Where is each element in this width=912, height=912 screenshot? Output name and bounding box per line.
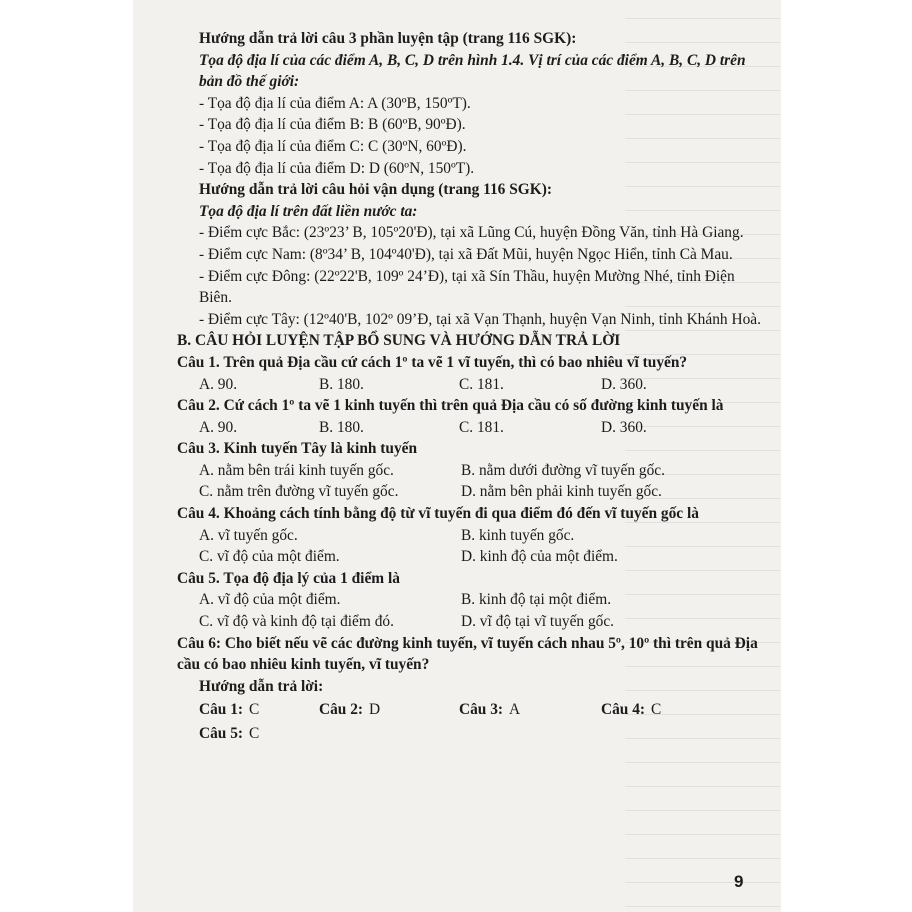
question-5: Câu 5. Tọa độ địa lý của 1 điểm là — [177, 569, 400, 587]
question-4: Câu 4. Khoảng cách tính bằng độ từ vĩ tuyến đi qua điểm đó đến vĩ tuyến gốc là — [177, 505, 699, 523]
extreme-point: - Điểm cực Bắc: (23º23’ B, 105º20'Đ), tại xã Lũng Cú, huyện Đồng Văn, tỉnh Hà Giang. — [199, 224, 744, 242]
answer-row — [177, 723, 765, 745]
extreme-point: - Điểm cực Nam: (8º34’ B, 104º40'Đ), tại xã Đất Mũi, huyện Ngọc Hiển, tỉnh Cà Mau. — [199, 245, 733, 263]
option: D. 360. — [601, 375, 647, 393]
heading-apply: Hướng dẫn trả lời câu hỏi vận dụng (trang 116 SGK): — [199, 181, 552, 199]
heading-practice-sub: Tọa độ địa lí của các điểm A, B, C, D trên hình 1.4. Vị trí của các điểm A, B, C, D trên bản đồ thế giới: — [199, 51, 746, 91]
option: B. 180. — [319, 418, 364, 436]
answer-value: C — [249, 701, 260, 719]
answer-value: D — [369, 701, 381, 719]
option: A. 90. — [199, 418, 238, 436]
option: C. vĩ độ và kinh độ tại điểm đó. — [199, 613, 394, 631]
option: D. nằm bên phải kinh tuyến gốc. — [461, 483, 662, 501]
option: D. 360. — [601, 418, 647, 436]
answer-item — [459, 699, 601, 721]
question-3: Câu 3. Kinh tuyến Tây là kinh tuyến — [177, 440, 418, 458]
answer-value: C — [249, 725, 260, 742]
answer-item — [199, 699, 319, 721]
heading-apply-sub: Tọa độ địa lí trên đất liền nước ta: — [199, 202, 418, 220]
option: B. kinh độ tại một điểm. — [461, 591, 612, 609]
option: C. nằm trên đường vĩ tuyến gốc. — [199, 483, 399, 501]
answer-label: Câu 4: — [601, 701, 646, 719]
question-6: Câu 6: Cho biết nếu vẽ các đường kinh tuyến, vĩ tuyến cách nhau 5º, 10º thì trên quả Địa cầu có bao nhiêu kinh tuyến, vĩ tuyến? — [177, 634, 758, 674]
question-4-options — [177, 525, 765, 568]
answer-label: Câu 1: — [199, 701, 244, 719]
option: A. nằm bên trái kinh tuyến gốc. — [199, 461, 394, 479]
answer-row — [177, 699, 765, 721]
page-number: 9 — [734, 872, 744, 891]
heading-practice: Hướng dẫn trả lời câu 3 phần luyện tập (trang 116 SGK): — [199, 30, 577, 47]
coord-line: - Tọa độ địa lí của điểm C: C (30ºN, 60ºĐ). — [199, 137, 467, 155]
section-b-title: B. CÂU HỎI LUYỆN TẬP BỔ SUNG VÀ HƯỚNG DẪN TRẢ LỜI — [177, 332, 621, 350]
answers-title: Hướng dẫn trả lời: — [199, 677, 324, 695]
answer-item — [319, 699, 459, 721]
question-1: Câu 1. Trên quả Địa cầu cứ cách 1º ta vẽ 1 vĩ tuyến, thì có bao nhiêu vĩ tuyến? — [177, 353, 688, 371]
extreme-point: - Điểm cực Đông: (22º22'B, 109º 24’Đ), tại xã Sín Thầu, huyện Mường Nhé, tỉnh Điện Biên. — [199, 267, 735, 307]
option: C. vĩ độ của một điểm. — [199, 548, 340, 566]
coord-line: - Tọa độ địa lí của điểm D: D (60ºN, 150ºT). — [199, 159, 475, 177]
answer-item — [199, 723, 319, 745]
option: A. 90. — [199, 375, 238, 393]
page-content — [177, 28, 765, 745]
option: A. vĩ độ của một điểm. — [199, 591, 341, 609]
question-3-options — [177, 460, 765, 503]
question-2: Câu 2. Cứ cách 1º ta vẽ 1 kinh tuyến thì trên quả Địa cầu có số đường kinh tuyến là — [177, 397, 724, 415]
answer-value: C — [651, 701, 662, 719]
answer-item — [601, 699, 731, 721]
option: C. 181. — [459, 375, 504, 393]
option: C. 181. — [459, 418, 504, 436]
question-5-options — [177, 589, 765, 632]
answer-label: Câu 2: — [319, 701, 364, 719]
option: B. nằm dưới đường vĩ tuyến gốc. — [461, 461, 665, 479]
answer-label: Câu 5: — [199, 725, 244, 742]
option: D. kinh độ của một điểm. — [461, 548, 618, 566]
extreme-point: - Điểm cực Tây: (12º40'B, 102º 09’Đ, tại xã Vạn Thạnh, huyện Vạn Ninh, tỉnh Khánh Hoà. — [199, 310, 761, 328]
option: A. vĩ tuyến gốc. — [199, 526, 298, 544]
question-1-options — [177, 374, 765, 396]
option: B. kinh tuyến gốc. — [461, 526, 575, 544]
coord-line: - Tọa độ địa lí của điểm A: A (30ºB, 150ºT). — [199, 94, 471, 112]
coord-line: - Tọa độ địa lí của điểm B: B (60ºB, 90ºĐ). — [199, 116, 466, 134]
question-2-options — [177, 417, 765, 439]
answer-value: A — [509, 701, 521, 719]
option: B. 180. — [319, 375, 364, 393]
answer-label: Câu 3: — [459, 701, 504, 719]
option: D. vĩ độ tại vĩ tuyến gốc. — [461, 613, 615, 631]
